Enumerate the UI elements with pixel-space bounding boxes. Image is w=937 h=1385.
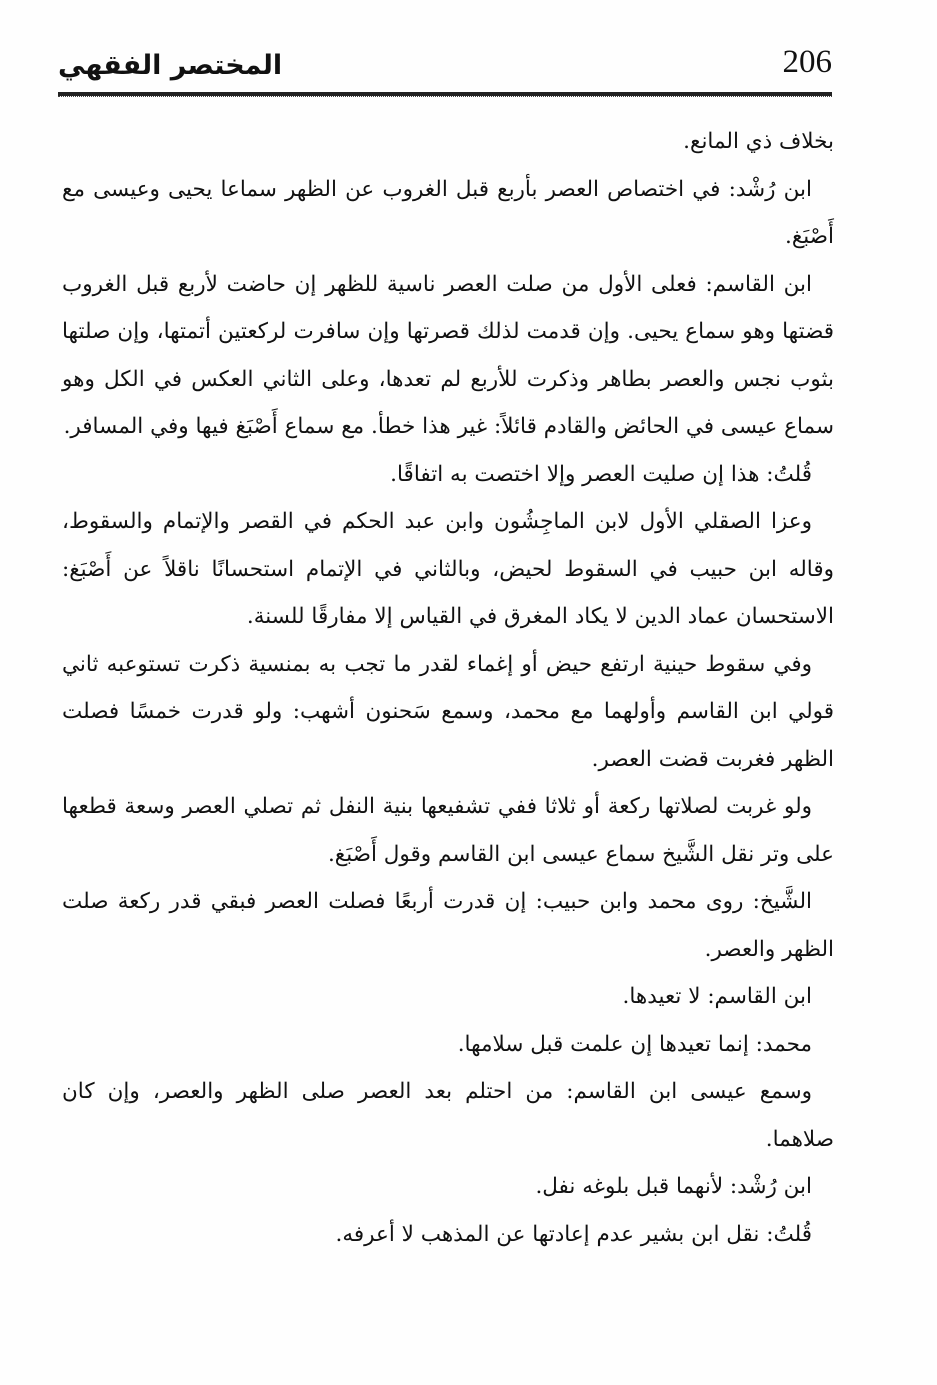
paragraph: قُلتُ: نقل ابن بشير عدم إعادتها عن المذهب لا أعرفه. xyxy=(335,1221,812,1247)
paragraph: ابن رُشْد: في اختصاص العصر بأربع قبل الغروب عن الظهر سماعا يحيى وعيسى مع أَصْبَغ. xyxy=(62,176,834,249)
paragraph: وسمع عيسى ابن القاسم: من احتلم بعد العصر صلى الظهر والعصر، وإن كان صلاهما. xyxy=(62,1079,834,1152)
paragraph: وفي سقوط حينية ارتفع حيض أو إغماء لقدر ما تجب به بمنسية ذكرت تستوعبه ثاني قولي ابن القاسم وأولهما مع محمد، وسمع سَحنون أشهب: ولو قدرت خمسًا فصلت الظهر فغربت قضت العصر. xyxy=(62,651,834,772)
paragraph: قُلتُ: هذا إن صليت العصر وإلا اختصت به اتفاقًا. xyxy=(390,461,812,487)
paragraph: وعزا الصقلي الأول لابن الماجِشُون وابن عبد الحكم في القصر والإتمام والسقوط، وقاله ابن حبيب في السقوط لحيض، وبالثاني في الإتمام استحسانًا ناقلاً عن أَصْبَغ: الاستحسان عماد الدين لا يكاد المغرق في القياس إلا مفارقًا للسنة. xyxy=(62,509,834,629)
paragraph: الشَّيخ: روى محمد وابن حبيب: إن قدرت أربعًا فصلت العصر فبقي قدر ركعة صلت الظهر والعصر. xyxy=(62,889,834,962)
paragraph: ابن القاسم: لا تعيدها. xyxy=(622,984,812,1009)
page-number: 206 xyxy=(782,44,832,80)
paragraph: ابن القاسم: فعلى الأول من صلت العصر ناسية للظهر إن حاضت لأربع قبل الغروب قضتها وهو سماع يحيى. وإن قدمت لذلك قصرتها وإن سافرت لركعتين أتمتها، وإن صلتها بثوب نجس والعصر بطاهر وذكرت للأربع لم تعدها، وعلى الثاني العكس في الكل وهو سماع عيسى في الحائض والقادم قائلاً: غير هذا خطأ. مع سماع أَصْبَغ فيها وفي المسافر. xyxy=(62,271,834,439)
header-rule xyxy=(58,92,832,97)
paragraph: ولو غربت لصلاتها ركعة أو ثلاثا ففي تشفيعها بنية النفل ثم تصلي العصر وسعة قطعها على وتر نقل الشَّيخ سماع عيسى ابن القاسم وقول أَصْبَغ. xyxy=(62,794,834,867)
paragraph: بخلاف ذي المانع. xyxy=(683,129,834,154)
page-header xyxy=(58,40,832,98)
paragraph: محمد: إنما تعيدها إن علمت قبل سلامها. xyxy=(457,1031,812,1057)
running-title: المختصر الفقهي xyxy=(58,50,283,81)
paragraph: ابن رُشْد: لأنهما قبل بلوغه نفل. xyxy=(535,1174,812,1199)
body-text xyxy=(62,118,834,1258)
